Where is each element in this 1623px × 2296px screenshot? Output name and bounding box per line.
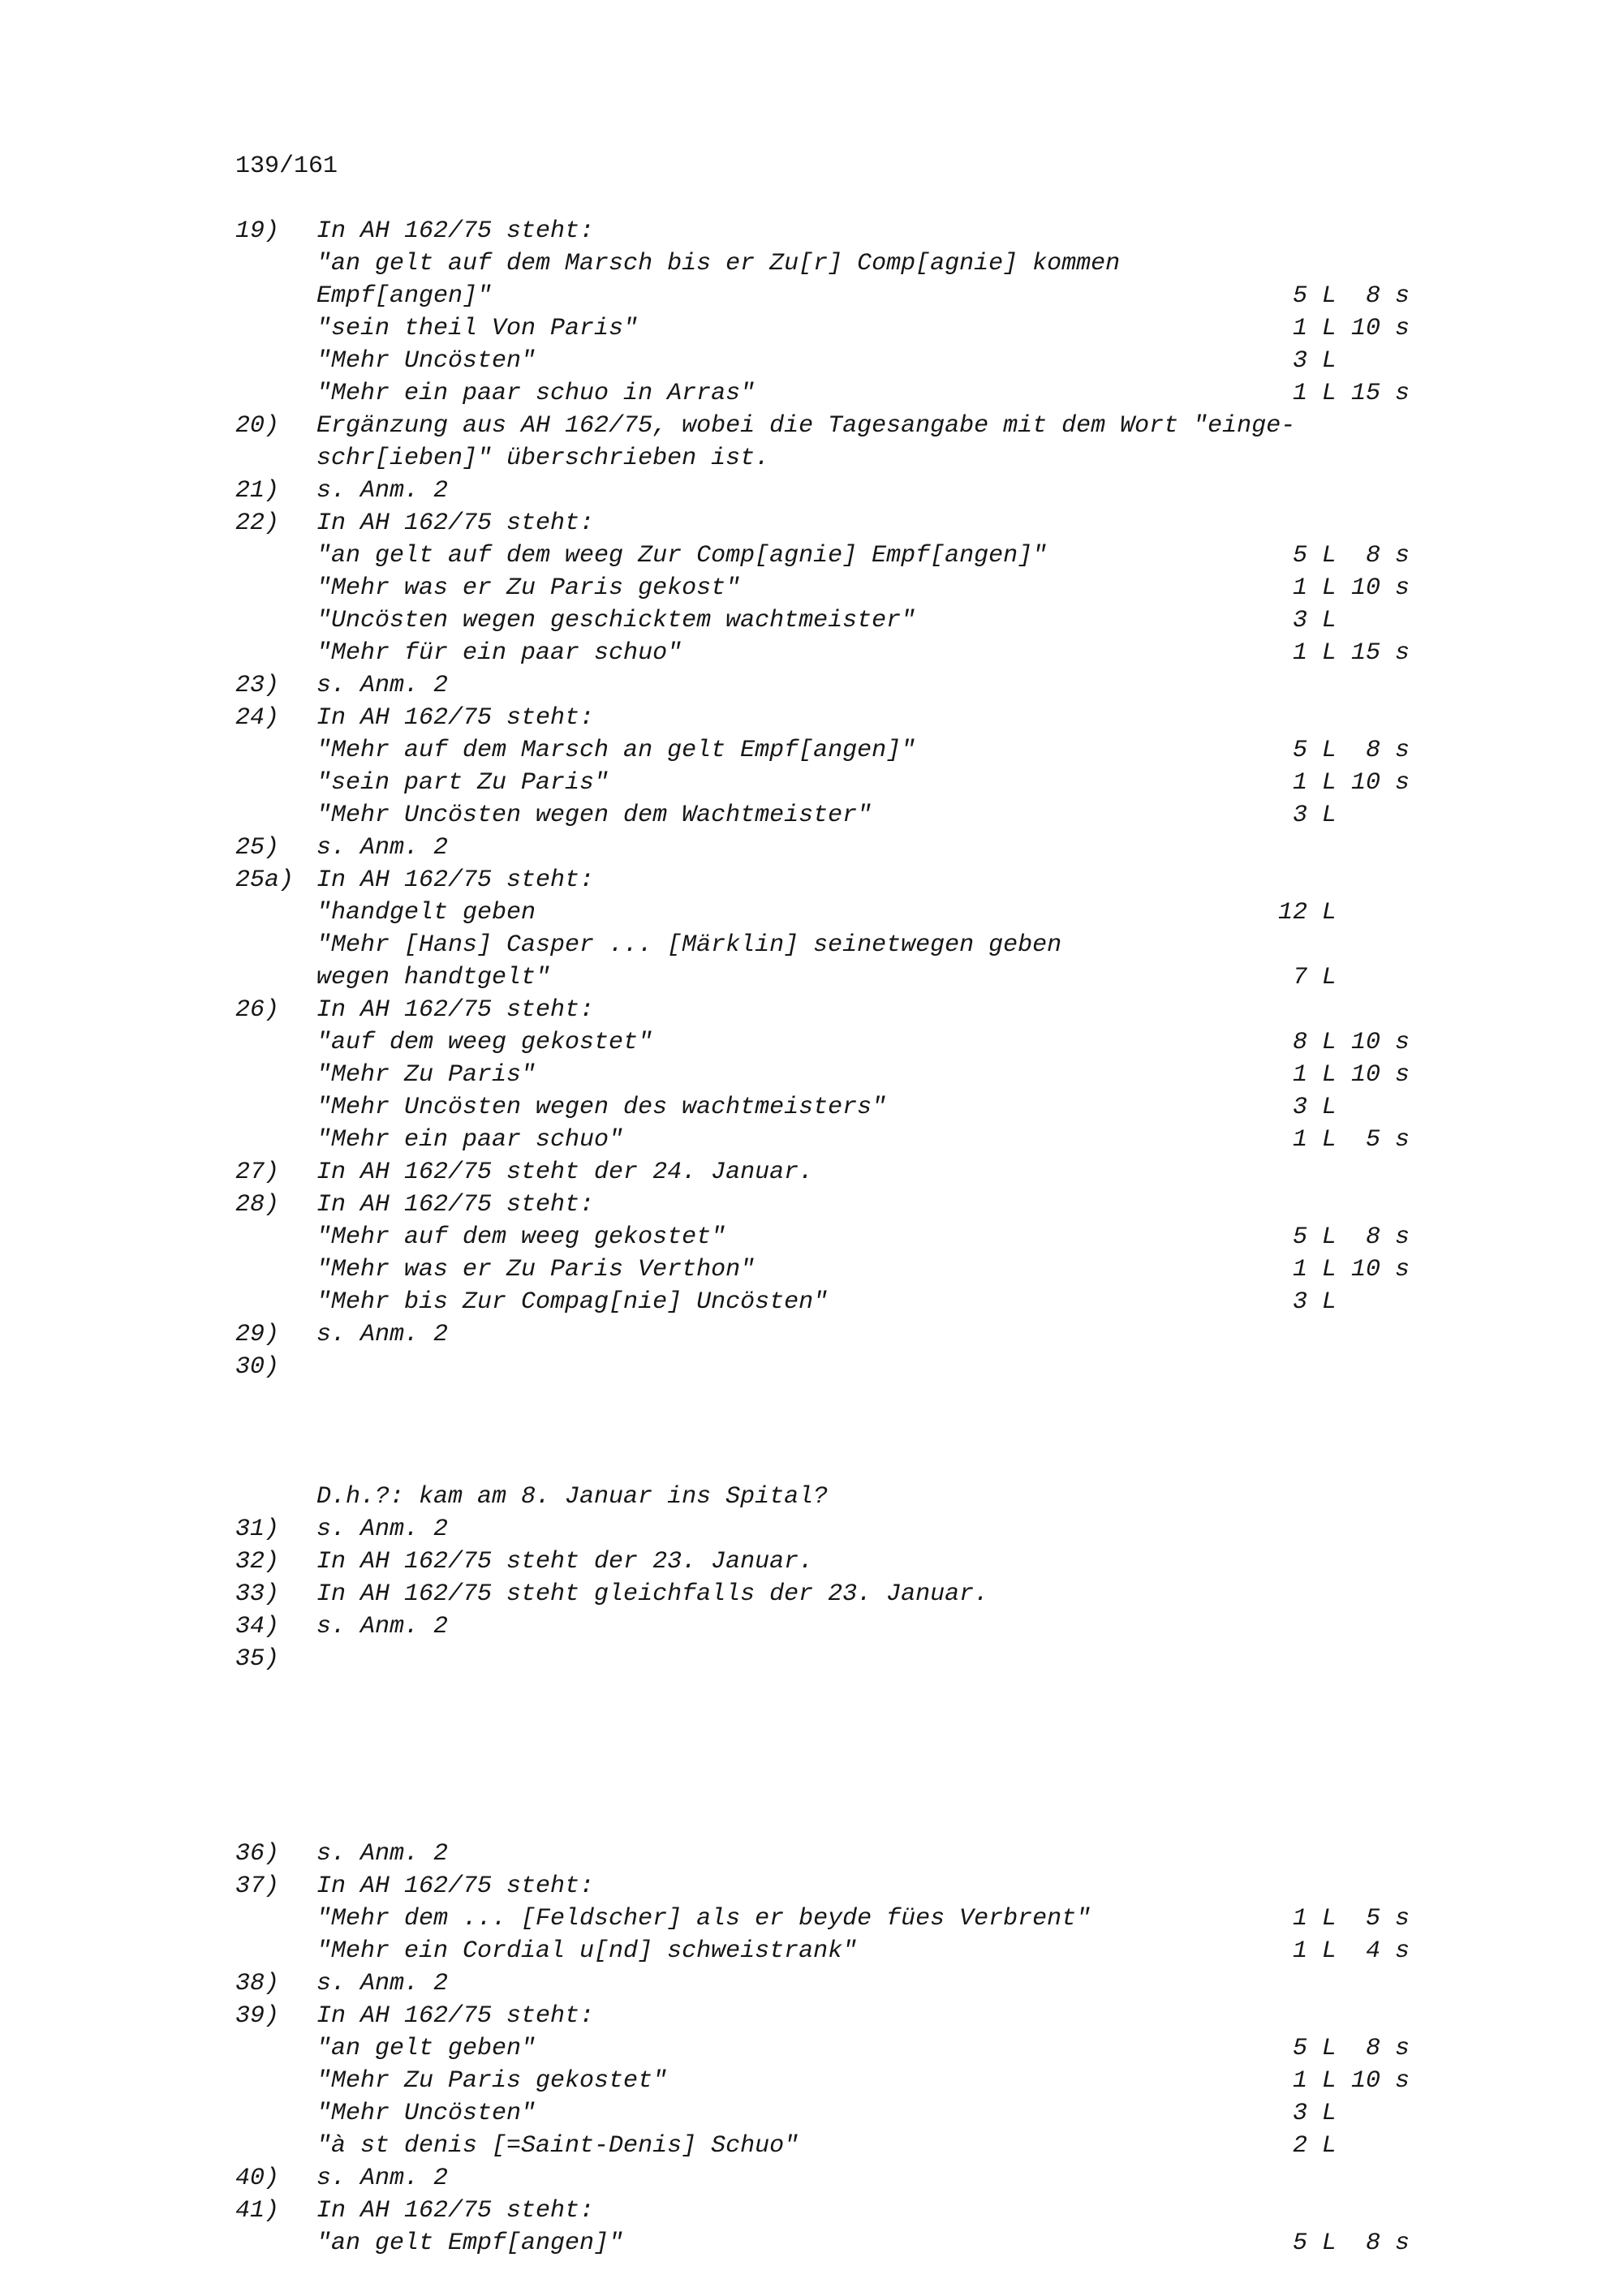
note-number: 25a) <box>235 866 295 894</box>
note-line <box>235 312 1623 345</box>
note-text: "sein theil Von Paris" <box>316 315 639 342</box>
note-number <box>235 2130 316 2162</box>
note-line <box>235 2227 1623 2259</box>
note-number <box>235 1059 316 1091</box>
note-number: 21) <box>235 477 280 505</box>
note-amount: 5 L 8 s <box>1278 542 1410 570</box>
notes-list <box>235 215 1623 2259</box>
note-line-body <box>316 2097 1623 2130</box>
note-number <box>235 540 316 572</box>
note-line <box>235 767 1623 799</box>
note-line-body <box>316 1156 1623 1189</box>
note-amount: 1 L 10 s <box>1278 574 1410 602</box>
note-amount: 1 L 5 s <box>1278 1905 1410 1933</box>
note-text: In AH 162/75 steht: <box>316 510 595 537</box>
note-line <box>235 961 1623 994</box>
note-text: "handgelt geben <box>316 899 536 927</box>
note-amount: 1 L 4 s <box>1278 1937 1410 1965</box>
note-text: "Mehr Zu Paris" <box>316 1061 536 1089</box>
note-line-body <box>316 540 1623 572</box>
note-line-body <box>316 377 1623 410</box>
note-number: 29) <box>235 1321 280 1348</box>
note-text: In AH 162/75 steht: <box>316 2197 595 2225</box>
note-number <box>235 312 316 345</box>
note-number: 30) <box>235 1353 280 1381</box>
note-number: 22) <box>235 510 280 537</box>
note-text: "an gelt auf dem Marsch bis er Zu[r] Comp[agnie] kommen <box>316 250 1121 277</box>
note-text: In AH 162/75 steht der 23. Januar. <box>316 1548 814 1576</box>
note-line <box>235 1967 1623 2000</box>
note-number <box>235 1124 316 1156</box>
note-text: "Mehr was er Zu Paris Verthon" <box>316 1256 756 1283</box>
note-line <box>235 215 1623 247</box>
note-line-body <box>316 475 1623 507</box>
note-number: 32) <box>235 1548 280 1576</box>
note-number: 26) <box>235 996 280 1024</box>
note-line-body <box>316 669 1623 702</box>
note-line <box>235 1870 1623 1903</box>
note-text: In AH 162/75 steht: <box>316 2002 595 2030</box>
note-amount: 1 L 10 s <box>1278 1256 1410 1283</box>
note-line-body <box>316 2227 1623 2259</box>
note-number <box>235 767 316 799</box>
note-text: "an gelt Empf[angen]" <box>316 2229 624 2257</box>
note-text: "Mehr für ein paar schuo" <box>316 639 682 667</box>
note-number <box>235 1221 316 1253</box>
note-line-body <box>316 1481 1623 1513</box>
note-number: 27) <box>235 1159 280 1186</box>
note-number <box>235 1903 316 1935</box>
note-text: s. Anm. 2 <box>316 1516 449 1543</box>
note-line <box>235 1318 1623 1351</box>
note-line-body <box>316 1189 1623 1221</box>
note-line <box>235 994 1623 1026</box>
note-amount: 3 L <box>1278 607 1337 634</box>
note-line <box>235 247 1623 280</box>
note-line-body <box>316 280 1623 312</box>
note-number <box>235 280 316 312</box>
note-text: In AH 162/75 steht: <box>316 217 595 245</box>
note-line <box>235 1903 1623 1935</box>
note-line-body <box>316 799 1623 832</box>
note-text: "à st denis [=Saint-Denis] Schuo" <box>316 2132 799 2160</box>
note-number <box>235 896 316 929</box>
note-line <box>235 1546 1623 1578</box>
note-text: In AH 162/75 steht der 24. Januar. <box>316 1159 814 1186</box>
note-line <box>235 345 1623 377</box>
note-text: In AH 162/75 steht: <box>316 996 595 1024</box>
note-line <box>235 377 1623 410</box>
note-line-body <box>316 1091 1623 1124</box>
note-line <box>235 280 1623 312</box>
note-number: 39) <box>235 2002 280 2030</box>
note-line-body <box>316 1610 1623 1643</box>
note-amount: 1 L 10 s <box>1278 315 1410 342</box>
note-line-body <box>316 1967 1623 2000</box>
note-line-body <box>316 1643 1623 1675</box>
note-line-body <box>316 572 1623 604</box>
note-text: schr[ieben]" überschrieben ist. <box>316 445 770 472</box>
note-line <box>235 1189 1623 1221</box>
note-amount: 12 L <box>1278 899 1337 927</box>
note-text: "Mehr Uncösten" <box>316 347 536 375</box>
note-line-body <box>316 2162 1623 2195</box>
note-line <box>235 2097 1623 2130</box>
note-amount: 3 L <box>1278 1288 1337 1316</box>
note-line-body <box>316 1124 1623 1156</box>
note-line-body <box>316 1870 1623 1903</box>
note-number <box>235 961 316 994</box>
note-line <box>235 702 1623 734</box>
note-line <box>235 507 1623 540</box>
note-text: s. Anm. 2 <box>316 1840 449 1868</box>
note-text: "Mehr auf dem Marsch an gelt Empf[angen]" <box>316 737 916 764</box>
note-line-body <box>316 1903 1623 1935</box>
note-line <box>235 1253 1623 1286</box>
note-number <box>235 572 316 604</box>
note-text: s. Anm. 2 <box>316 1970 449 1997</box>
note-line-body <box>316 2065 1623 2097</box>
note-number <box>235 247 316 280</box>
note-line-body <box>316 832 1623 864</box>
note-text: "sein part Zu Paris" <box>316 769 609 797</box>
note-line-body <box>316 702 1623 734</box>
note-line-body <box>316 410 1623 442</box>
note-amount: 5 L 8 s <box>1278 2035 1410 2062</box>
note-text: "Mehr [Hans] Casper ... [Märklin] seinetwegen geben <box>316 931 1062 959</box>
note-line-body <box>316 1546 1623 1578</box>
note-text: "Mehr Uncösten wegen des wachtmeisters" <box>316 1094 887 1121</box>
note-number: 34) <box>235 1613 280 1640</box>
note-amount: 3 L <box>1278 1094 1337 1121</box>
note-amount: 1 L 10 s <box>1278 769 1410 797</box>
note-line <box>235 1838 1623 1870</box>
note-number: 33) <box>235 1580 280 1608</box>
note-line <box>235 410 1623 442</box>
note-amount: 5 L 8 s <box>1278 282 1410 310</box>
note-text: "Mehr ein Cordial u[nd] schweistrank" <box>316 1937 858 1965</box>
vertical-gap <box>235 1383 1623 1481</box>
note-line <box>235 1643 1623 1675</box>
note-text: In AH 162/75 steht: <box>316 866 595 894</box>
note-text: In AH 162/75 steht: <box>316 1191 595 1219</box>
note-text: s. Anm. 2 <box>316 672 449 699</box>
note-line <box>235 1124 1623 1156</box>
note-number: 40) <box>235 2165 280 2192</box>
note-amount: 3 L <box>1278 2100 1337 2127</box>
note-text: "Mehr auf dem weeg gekostet" <box>316 1223 726 1251</box>
note-number: 20) <box>235 412 280 440</box>
note-line <box>235 2162 1623 2195</box>
note-number <box>235 2065 316 2097</box>
note-line-body <box>316 1221 1623 1253</box>
note-line-body <box>316 929 1623 961</box>
note-line <box>235 896 1623 929</box>
note-amount: 1 L 10 s <box>1278 1061 1410 1089</box>
note-line <box>235 864 1623 896</box>
note-number <box>235 1481 316 1513</box>
note-line-body <box>316 864 1623 896</box>
note-line <box>235 1091 1623 1124</box>
note-line <box>235 1351 1623 1383</box>
note-number <box>235 2032 316 2065</box>
note-amount: 3 L <box>1278 802 1337 829</box>
note-line-body <box>316 2130 1623 2162</box>
note-line <box>235 734 1623 767</box>
note-line <box>235 2065 1623 2097</box>
note-number <box>235 1253 316 1286</box>
note-number <box>235 604 316 637</box>
vertical-gap <box>235 1675 1623 1838</box>
note-number <box>235 734 316 767</box>
note-text: s. Anm. 2 <box>316 834 449 862</box>
note-text: "an gelt geben" <box>316 2035 536 2062</box>
note-line <box>235 929 1623 961</box>
note-line <box>235 1286 1623 1318</box>
note-amount: 3 L <box>1278 347 1337 375</box>
note-line-body <box>316 637 1623 669</box>
note-number <box>235 1026 316 1059</box>
note-line <box>235 2032 1623 2065</box>
note-line <box>235 1026 1623 1059</box>
note-line-body <box>316 1059 1623 1091</box>
note-number <box>235 1935 316 1967</box>
note-line <box>235 799 1623 832</box>
note-text: "Mehr dem ... [Feldscher] als er beyde fües Verbrent" <box>316 1905 1091 1933</box>
note-line-body <box>316 312 1623 345</box>
note-line-body <box>316 2000 1623 2032</box>
note-line-body <box>316 896 1623 929</box>
note-line <box>235 540 1623 572</box>
note-line-body <box>316 994 1623 1026</box>
note-text: s. Anm. 2 <box>316 477 449 505</box>
note-line <box>235 442 1623 475</box>
note-line-body <box>316 247 1623 280</box>
note-number: 25) <box>235 834 280 862</box>
note-text: "Mehr ein paar schuo" <box>316 1126 624 1154</box>
note-number: 28) <box>235 1191 280 1219</box>
note-line-body <box>316 767 1623 799</box>
note-line <box>235 1481 1623 1513</box>
note-line-body <box>316 507 1623 540</box>
note-amount: 1 L 10 s <box>1278 2067 1410 2095</box>
note-amount: 5 L 8 s <box>1278 1223 1410 1251</box>
note-line-body <box>316 442 1623 475</box>
note-text: Ergänzung aus AH 162/75, wobei die Tagesangabe mit dem Wort "einge- <box>316 412 1296 440</box>
note-line-body <box>316 1286 1623 1318</box>
note-line <box>235 832 1623 864</box>
note-line <box>235 1156 1623 1189</box>
note-line <box>235 1059 1623 1091</box>
note-text: "Mehr Uncösten" <box>316 2100 536 2127</box>
note-number: 19) <box>235 217 280 245</box>
note-text: "auf dem weeg gekostet" <box>316 1029 653 1056</box>
note-line <box>235 1578 1623 1610</box>
note-text: s. Anm. 2 <box>316 1613 449 1640</box>
note-text: "Mehr Zu Paris gekostet" <box>316 2067 668 2095</box>
note-line-body <box>316 1026 1623 1059</box>
note-text: "Mehr was er Zu Paris gekost" <box>316 574 741 602</box>
note-line-body <box>316 1513 1623 1546</box>
note-amount: 5 L 8 s <box>1278 737 1410 764</box>
note-line-body <box>316 734 1623 767</box>
note-text: D.h.?: kam am 8. Januar ins Spital? <box>316 1483 829 1511</box>
note-number <box>235 2097 316 2130</box>
note-line <box>235 1513 1623 1546</box>
note-text: s. Anm. 2 <box>316 1321 449 1348</box>
note-text: "an gelt auf dem weeg Zur Comp[agnie] Empf[angen]" <box>316 542 1048 570</box>
note-line-body <box>316 1351 1623 1383</box>
note-text: "Mehr ein paar schuo in Arras" <box>316 380 756 407</box>
note-text: s. Anm. 2 <box>316 2165 449 2192</box>
note-line-body <box>316 2195 1623 2227</box>
note-number: 31) <box>235 1516 280 1543</box>
note-number: 37) <box>235 1872 280 1900</box>
note-line-body <box>316 1253 1623 1286</box>
note-number: 38) <box>235 1970 280 1997</box>
note-number <box>235 799 316 832</box>
note-number: 23) <box>235 672 280 699</box>
note-line-body <box>316 1318 1623 1351</box>
note-number <box>235 377 316 410</box>
note-line-body <box>316 215 1623 247</box>
note-number: 41) <box>235 2197 280 2225</box>
note-line-body <box>316 1838 1623 1870</box>
note-text: Empf[angen]" <box>316 282 493 310</box>
note-text: In AH 162/75 steht: <box>316 704 595 732</box>
note-line <box>235 1610 1623 1643</box>
note-text: In AH 162/75 steht gleichfalls der 23. Januar. <box>316 1580 989 1608</box>
note-line-body <box>316 2032 1623 2065</box>
note-line <box>235 2130 1623 2162</box>
note-line-body <box>316 604 1623 637</box>
note-line-body <box>316 961 1623 994</box>
note-text: "Mehr bis Zur Compag[nie] Uncösten" <box>316 1288 829 1316</box>
note-number <box>235 929 316 961</box>
note-number <box>235 345 316 377</box>
note-line <box>235 604 1623 637</box>
note-number <box>235 2227 316 2259</box>
note-line <box>235 2000 1623 2032</box>
note-line-body <box>316 345 1623 377</box>
note-number <box>235 1286 316 1318</box>
note-amount: 5 L 8 s <box>1278 2229 1410 2257</box>
note-amount: 1 L 5 s <box>1278 1126 1410 1154</box>
note-text: "Mehr Uncösten wegen dem Wachtmeister" <box>316 802 872 829</box>
note-line <box>235 1221 1623 1253</box>
note-amount: 8 L 10 s <box>1278 1029 1410 1056</box>
note-text: In AH 162/75 steht: <box>316 1872 595 1900</box>
note-amount: 1 L 15 s <box>1278 639 1410 667</box>
note-line <box>235 1935 1623 1967</box>
note-line <box>235 572 1623 604</box>
note-number <box>235 637 316 669</box>
note-line-body <box>316 1578 1623 1610</box>
note-line-body <box>316 1935 1623 1967</box>
note-line <box>235 637 1623 669</box>
note-number <box>235 442 316 475</box>
note-number <box>235 1091 316 1124</box>
note-text: wegen handtgelt" <box>316 964 551 991</box>
note-line <box>235 669 1623 702</box>
note-line <box>235 475 1623 507</box>
note-amount: 2 L <box>1278 2132 1337 2160</box>
page-number: 139/161 <box>235 153 338 180</box>
note-text: "Uncösten wegen geschicktem wachtmeister" <box>316 607 916 634</box>
note-number: 36) <box>235 1840 280 1868</box>
note-amount: 1 L 15 s <box>1278 380 1410 407</box>
note-amount: 7 L <box>1278 964 1337 991</box>
note-number: 35) <box>235 1645 280 1673</box>
note-line <box>235 2195 1623 2227</box>
note-number: 24) <box>235 704 280 732</box>
